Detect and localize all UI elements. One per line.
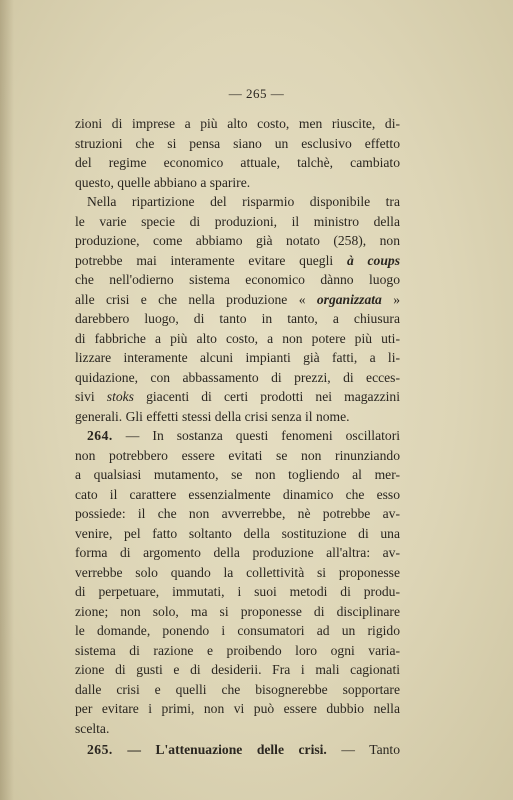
section-title: — L'attenuazione delle crisi. [112, 742, 327, 757]
italic-term: à coups [346, 252, 400, 268]
text-line: cato il carattere essenzialmente dinamico che esso [75, 486, 400, 502]
text-fragment: — Tanto [326, 742, 401, 757]
text-line: scelta. [75, 720, 110, 736]
text-fragment: » [381, 291, 400, 307]
text-line [75, 387, 400, 407]
section-heading [75, 740, 400, 760]
text-line: lizzare interamente alcuni impianti già fatti, a li- [75, 350, 400, 365]
text-line: che nell'odierno sistema economico dànno luogo [75, 272, 400, 287]
text-line: Nella ripartizione del risparmio disponibile tra [87, 194, 400, 209]
text-line: produzione, come abbiamo già notato (258), non [75, 233, 400, 248]
text-line: sistema di razione e proibendo loro ogni varia- [75, 642, 400, 658]
gutter-shadow [0, 0, 14, 800]
text-fragment: potrebbe mai interamente evitare quegli [75, 252, 347, 268]
text-fragment: giacenti di certi prodotti nei magazzini [133, 389, 400, 404]
section-number: 265. [87, 742, 113, 757]
text-line [75, 426, 400, 446]
italic-term: organizzata [316, 291, 382, 307]
text-line: per evitare i primi, non vi può essere dubbio nella [75, 701, 400, 716]
text-line: possiede: il che non avverrebbe, nè potrebbe av- [75, 506, 400, 521]
text-line: a qualsiasi mutamento, se non togliendo al mer- [75, 467, 400, 482]
text-line: verrebbe solo quando la collettività si proponesse [75, 564, 400, 580]
text-line: zioni di imprese a più alto costo, men riuscite, di- [75, 116, 400, 131]
text-line: questo, quelle abbiano a sparire. [75, 174, 251, 190]
text-line: generali. Gli effetti stessi della crisi senza il nome. [75, 408, 350, 424]
text-line: non potrebbero essere evitati se non rinunziando [75, 447, 400, 463]
text-line [75, 290, 400, 310]
text-line: le domande, ponendo i consumatori ad un rigido [75, 623, 400, 638]
section-number: 264. [87, 428, 113, 443]
text-fragment: — In sostanza questi fenomeni oscillatori [112, 428, 400, 443]
text-line: quidazione, con abbassamento di prezzi, di ecces- [75, 369, 400, 385]
page-number: — 265 — [228, 86, 285, 101]
text-line: struzioni che si pensa siano un esclusivo effetto [75, 135, 400, 151]
text-line: le varie specie di produzioni, il ministro della [75, 213, 400, 229]
text-line: del regime economico attuale, talchè, cambiato [75, 155, 400, 170]
italic-term: stoks [106, 389, 134, 404]
text-line: di perpetuare, immutati, i suoi metodi di produ- [75, 584, 400, 599]
body-text [75, 114, 400, 760]
text-fragment: sivi [75, 389, 107, 404]
text-fragment: alle crisi e che nella produzione « [75, 291, 317, 307]
text-line: venire, pel fatto soltanto della sostituzione di una [75, 525, 400, 541]
text-line: di fabbriche a più alto costo, a non potere più uti- [75, 330, 400, 346]
text-line: zione; non solo, ma si proponesse di disciplinare [75, 603, 400, 619]
text-line: zione di gusti e di desiderii. Fra i mali cagionati [75, 662, 400, 677]
text-line: darebbero luogo, di tanto in tanto, a chiusura [75, 311, 400, 326]
text-line: forma di argomento della produzione all'altra: av- [75, 545, 400, 560]
text-line: dalle crisi e quelli che bisognerebbe sopportare [75, 681, 400, 697]
text-line [75, 251, 400, 271]
